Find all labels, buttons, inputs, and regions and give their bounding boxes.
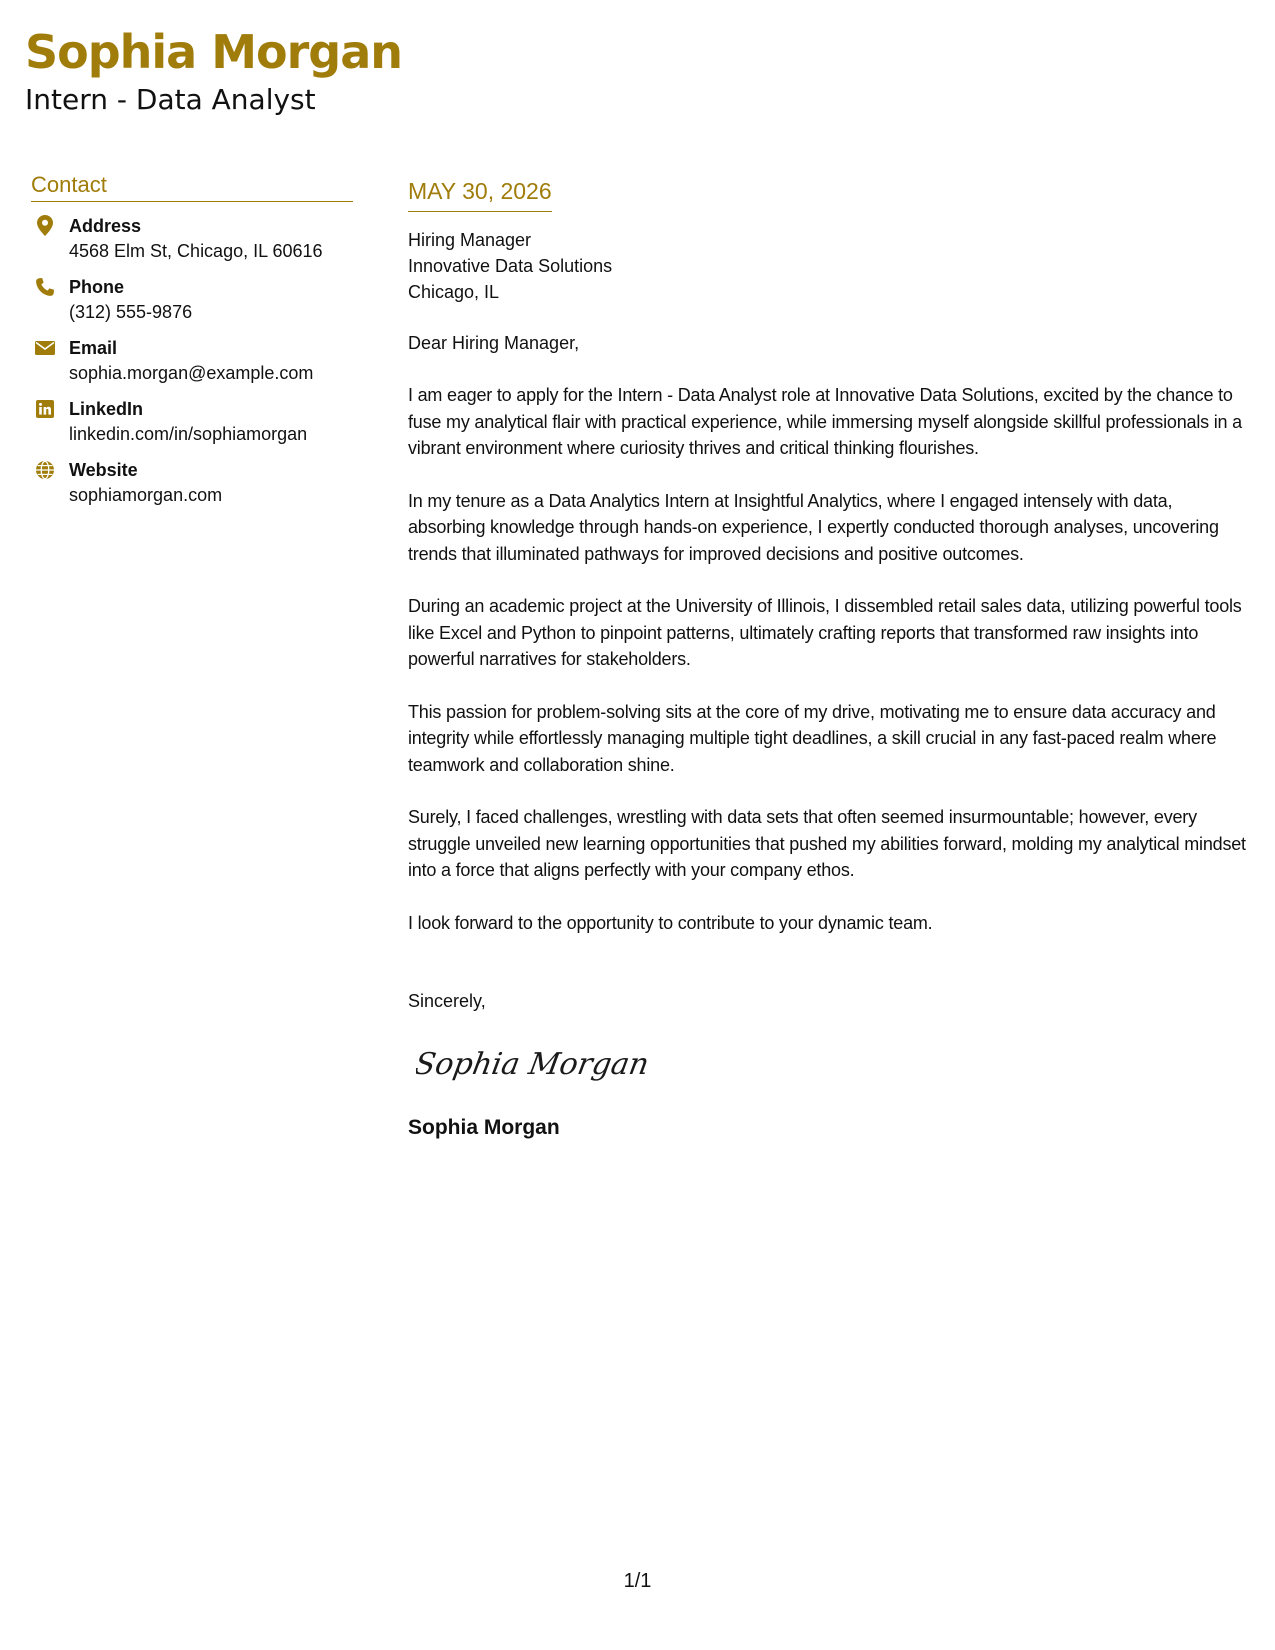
signer-name: Sophia Morgan (408, 1116, 560, 1139)
recipient-line: Innovative Data Solutions (408, 256, 613, 276)
contact-value: (312) 555-9876 (69, 302, 193, 322)
contact-value: linkedin.com/in/sophiamorgan (69, 424, 308, 444)
recipient-block (408, 227, 1253, 305)
letter-header (25, 22, 402, 118)
envelope-icon (33, 336, 57, 360)
linkedin-icon (33, 397, 57, 421)
letter-paragraph: During an academic project at the University of Illinois, I dissembled retail sales data, utilizing powerful tools like Excel and Python to pinpoint patterns, ultimately crafting reports that transformed raw insights into powerful narratives for stakeholders. (408, 596, 1242, 669)
letter-paragraph: This passion for problem-solving sits at the core of my drive, motivating me to ensure data accuracy and integrity while effortlessly managing multiple tight deadlines, a skill crucial in any fast-paced realm where teamwork and collaboration shine. (408, 701, 1217, 775)
contact-item-address (31, 214, 353, 264)
contact-label: Phone (69, 277, 125, 297)
letter-paragraph: In my tenure as a Data Analytics Intern at Insightful Analytics, where I engaged intensely with data, absorbing knowledge through hands-on experience, I expertly conducted thorough analyses, uncovering trends that illuminated pathways for improved decisions and positive outcomes. (408, 490, 1219, 564)
contact-sidebar (31, 172, 353, 519)
applicant-name: Sophia Morgan (25, 25, 403, 79)
contact-value: 4568 Elm St, Chicago, IL 60616 (69, 241, 323, 261)
letter-body (408, 177, 1253, 1142)
contact-label: Address (69, 216, 142, 236)
contact-label: Website (69, 460, 138, 480)
contact-item-website (31, 458, 353, 508)
recipient-line: Chicago, IL (408, 282, 500, 302)
contact-item-phone (31, 275, 353, 325)
contact-value: sophia.morgan@example.com (69, 363, 314, 383)
salutation: Dear Hiring Manager, (408, 333, 580, 353)
phone-icon (33, 275, 57, 299)
map-pin-icon (33, 214, 57, 238)
contact-value: sophiamorgan.com (69, 485, 223, 505)
contact-label: LinkedIn (69, 399, 144, 419)
contact-section-title: Contact (31, 172, 353, 202)
contact-label: Email (69, 338, 118, 358)
recipient-line: Hiring Manager (408, 230, 532, 250)
handwritten-signature (416, 1036, 666, 1092)
letter-paragraph: Surely, I faced challenges, wrestling with data sets that often seemed insurmountable; however, every struggle unveiled new learning opportunities that pushed my abilities forward, molding my analytical mindset into a force that aligns perfectly with your company ethos. (408, 807, 1246, 880)
letter-paragraph: I am eager to apply for the Intern - Data Analyst role at Innovative Data Solutions, excited by the chance to fuse my analytical flair with practical experience, while immersing myself alongside skillful professionals in a vibrant environment where curiosity thrives and critical thinking flourishes. (408, 385, 1242, 458)
contact-item-linkedin (31, 397, 353, 447)
contact-item-email (31, 336, 353, 386)
closing: Sincerely, (408, 991, 486, 1011)
letter-paragraph: I look forward to the opportunity to contribute to your dynamic team. (408, 912, 933, 933)
letter-date: MAY 30, 2026 (408, 177, 552, 212)
signature-glyphs: Sophia Morgan (416, 1047, 652, 1082)
applicant-role: Intern - Data Analyst (25, 83, 316, 116)
globe-icon (33, 458, 57, 482)
page-number: 1/1 (623, 1570, 652, 1592)
